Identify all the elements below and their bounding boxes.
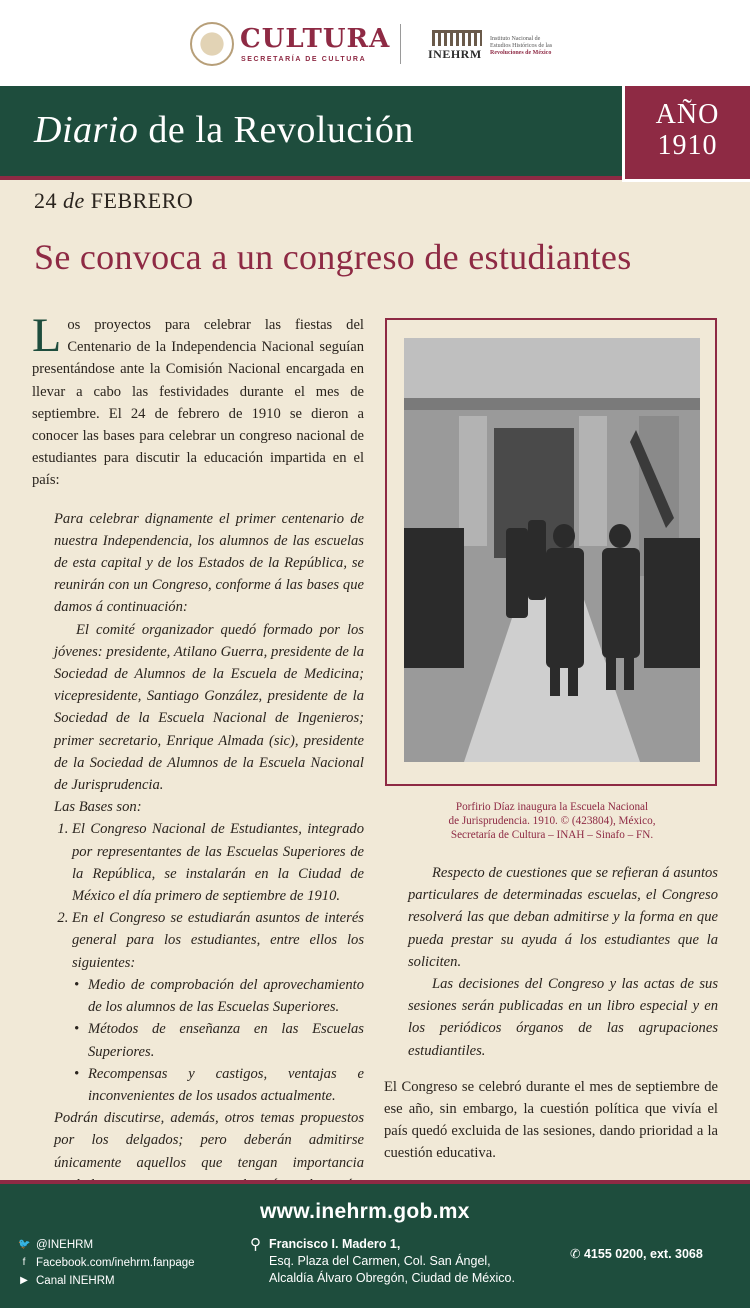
- year-value: 1910: [657, 130, 718, 161]
- bases-item-text: En el Congreso se estudiarán asuntos de interés general para los estudiantes, entre ellos los siguientes:: [72, 910, 364, 971]
- youtube-link[interactable]: [18, 1272, 195, 1290]
- intro-text: os proyectos para celebrar las fiestas del Centenario de la Independencia Nacional seguían presentándose ante la Comisión Nacional encargada en llevar a cabo las festividades durante el mes de septiembre. El 24 de febrero de 1910 se dieron a conocer las bases para celebrar un congreso nacional de estudiantes para discutir la educación impartida en el país:: [32, 317, 364, 489]
- quote-paragraph: Respecto de cuestiones que se refieran á asuntos particulares de determinadas escuelas, el Congreso resolverá las que deban admitirse y la forma en que pueda prestar su ayuda á los estudiantes que la soliciten.: [408, 865, 718, 970]
- topic-item: • Métodos de enseñanza en las Escuelas Superiores.: [88, 1018, 364, 1062]
- photo-illustration: [404, 338, 700, 762]
- caption-line: de Jurisprudencia. 1910. © (423804), México,: [448, 815, 656, 827]
- quote-paragraph: El comité organizador quedó formado por los jóvenes: presidente, Atilano Guerra, presidente de la Sociedad de Alumnos de la Escuela de Medicina; vicepresidente, Santiago González, presidente de la Sociedad de la Escuela Nacional de Ingenieros; primer secretario, Enrique Almada (sic), presidente de la Sociedad de Alumnos de la Escuela Nacional de Jurisprudencia.: [54, 621, 364, 794]
- inehrm-full-name: [490, 36, 580, 57]
- phone-number: 4155 0200, ext.: [583, 1247, 672, 1261]
- caption-line: Porfirio Díaz inaugura la Escuela Nacional: [455, 801, 649, 813]
- date-de: de: [63, 188, 85, 213]
- inehrm-logo: [428, 30, 486, 62]
- drop-cap: L: [32, 309, 62, 362]
- title-rest: de la Revolución: [138, 109, 414, 151]
- quoted-bases: [54, 508, 364, 1219]
- inehrm-name-line: Revoluciones de México: [490, 50, 552, 56]
- twitter-link[interactable]: [18, 1236, 195, 1254]
- inehrm-logo-text: INEHRM: [428, 47, 482, 61]
- secretaria-label: SECRETARÍA DE CULTURA: [241, 56, 367, 63]
- address-street: Francisco I. Madero 1,: [269, 1237, 401, 1251]
- year-label: AÑO: [655, 99, 720, 130]
- address-line: Alcaldía Álvaro Obregón, Ciudad de México.: [269, 1271, 515, 1285]
- right-column: [384, 862, 718, 1165]
- footer: [0, 1184, 750, 1308]
- youtube-channel: Canal INEHRM: [36, 1275, 115, 1287]
- inehrm-name-line: Instituto Nacional de: [490, 36, 541, 42]
- quoted-continuation: [408, 862, 718, 1062]
- quote-paragraph: Podrán discutirse, además, otros temas propuestos por los delgados; pero deberán admitirse únicamente aquellos que tengan importancia: [54, 1110, 364, 1171]
- facebook-icon: f: [22, 1257, 26, 1268]
- building-icon: [432, 30, 482, 46]
- facebook-url: Facebook.com/inehrm.fanpage: [36, 1257, 195, 1269]
- address-line: Esq. Plaza del Carmen, Col. San Ángel,: [269, 1254, 491, 1268]
- address-text: [269, 1236, 515, 1287]
- inehrm-name-line: Estudios Históricos de las: [490, 43, 553, 49]
- quote-paragraph: Las decisiones del Congreso y las actas de sus sesiones serán publicadas en un libro especial y en los periódicos órganos de las agrupaciones estudiantiles.: [408, 976, 718, 1059]
- article-headline: Se convoca a un congreso de estudiantes: [34, 237, 632, 277]
- phone-contact[interactable]: [570, 1246, 703, 1261]
- article-date: [34, 188, 193, 214]
- facebook-link[interactable]: [18, 1254, 195, 1272]
- intro-paragraph: [32, 309, 364, 492]
- topic-item: • Recompensas y castigos, ventajas e inconvenientes de los usados actualmente.: [88, 1063, 364, 1107]
- location-pin-icon: ⚲: [250, 1236, 261, 1253]
- mexico-seal-icon: [190, 22, 234, 66]
- bases-item: 1. El Congreso Nacional de Estudiantes, integrado por representantes de las Escuelas Superiores de la República, se instalarán en la Ciudad de México el día primero de septiembre de 1910.: [72, 818, 364, 907]
- closing-paragraph: El Congreso se celebró durante el mes de septiembre de ese año, sin embargo, la cuestión política que vivía el país quedó excluida de las sesiones, dando prioridad a la cuestión educativa.: [384, 1078, 718, 1162]
- year-badge: [622, 86, 750, 182]
- photo-caption: [390, 800, 714, 842]
- website-link[interactable]: www.inehrm.gob.mx: [260, 1200, 470, 1223]
- page-title: [34, 108, 414, 152]
- phone-extension: 3068: [675, 1247, 703, 1261]
- bases-label: Las Bases son:: [54, 799, 142, 816]
- historical-photo: [404, 338, 700, 762]
- date-month: FEBRERO: [90, 188, 194, 213]
- youtube-icon: ▶: [20, 1275, 28, 1286]
- phone-icon: ✆: [570, 1247, 581, 1261]
- cultura-logo-text: CULTURA: [240, 24, 391, 54]
- caption-line: Secretaría de Cultura – INAH – Sinafo – FN.: [450, 829, 654, 841]
- top-header: [0, 0, 750, 86]
- quote-paragraph: Para celebrar dignamente el primer centenario de nuestra Independencia, los alumnos de las escuelas de esta capital y de los Estados de la República, se reunirán con un Congreso, conforme á las bases que damos á continuación:: [54, 510, 364, 616]
- bases-item: [72, 907, 364, 1107]
- date-day: 24: [34, 188, 57, 213]
- bases-list: [54, 818, 364, 1107]
- twitter-handle: @INEHRM: [36, 1239, 94, 1251]
- social-links: [18, 1236, 195, 1290]
- title-italic: Diario: [34, 109, 139, 151]
- address-block: [250, 1236, 515, 1287]
- topics-list: [72, 974, 364, 1107]
- header-divider: [400, 24, 401, 64]
- left-column: [32, 309, 364, 1218]
- twitter-icon: 🐦: [18, 1239, 31, 1250]
- topic-item: • Medio de comprobación del aprovechamiento de los alumnos de las Escuelas Superiores.: [88, 974, 364, 1018]
